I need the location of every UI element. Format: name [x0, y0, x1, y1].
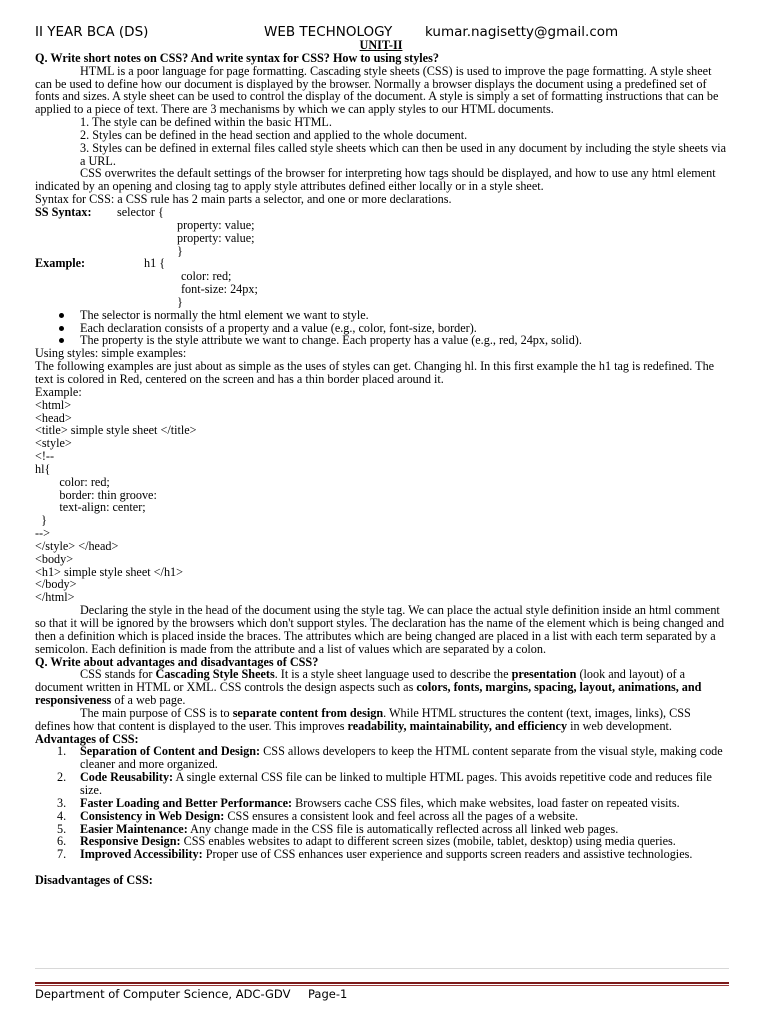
list-item: 1. Separation of Content and Design: CSS allows developers to keep the HTML content separate from the visual style, making code cleaner and more organized.: [57, 744, 723, 772]
syntax-line: }: [177, 243, 183, 258]
code-line: <h1> simple style sheet </h1>: [35, 564, 183, 579]
list-item: Each declaration consists of a property and a value (e.g., color, font-size, border).: [35, 322, 727, 335]
footer-divider-secondary: [35, 985, 729, 986]
page-footer: [35, 987, 348, 1001]
code-line: hl{: [35, 461, 51, 476]
code-line: </style> </head>: [35, 538, 119, 553]
example-line: }: [177, 294, 183, 309]
syntax-label: SS Syntax:: [35, 204, 92, 219]
code-line: <body>: [35, 551, 74, 566]
syntax-block: [35, 206, 727, 257]
list-item: 4. Consistency in Web Design: CSS ensures a consistent look and feel across all the pages of a website.: [57, 808, 579, 823]
mechanism-1: 1. The style can be defined within the basic HTML.: [80, 115, 332, 130]
header-course: II YEAR BCA (DS): [35, 24, 149, 40]
page-number: Page-1: [308, 987, 348, 1001]
unit-title: UNIT-II: [359, 38, 403, 52]
code-line: text-align: center;: [35, 500, 146, 515]
syntax-intro: Syntax for CSS: a CSS rule has 2 main parts a selector, and one or more declarations.: [35, 192, 452, 207]
code-example: [35, 399, 727, 605]
footer-divider: [35, 982, 729, 984]
list-item: 5. Easier Maintenance: Any change made in the CSS file is automatically reflected across all linked web pages.: [57, 821, 619, 836]
mechanism-3: 3. Styles can be defined in external files called style sheets which can then be used in any document by including the style sheets via a URL.: [80, 140, 727, 168]
style-explanation-paragraph: Declaring the style in the head of the document using the style tag. We can place the actual style definition inside an html comment so that it will be ignored by the browsers which don't support styles. The declaration has the name of the element which is being changed and then a definition which is placed inside the braces. The attributes which are being changed are placed in a list with each term separated by a semicolon. Each definition is made from the attribute and a list of values which are separated by a colon.: [35, 603, 725, 656]
question-2: Q. Write about advantages and disadvantages of CSS?: [35, 654, 319, 669]
disadvantages-heading: Disadvantages of CSS:: [35, 872, 153, 887]
advantages-heading: Advantages of CSS:: [35, 731, 139, 746]
list-item: The property is the style attribute we want to change. Each property has a value (e.g., red, 24px, solid).: [35, 334, 727, 347]
using-styles-description: The following examples are just about as simple as the uses of styles can get. Changing hl. In this first example the h1 tag is redefined. The text is colored in Red, centered on the screen and has a thin border placed around it.: [35, 359, 715, 386]
list-item: 3. Faster Loading and Better Performance: Browsers cache CSS files, which make websites, load faster on repeated visits.: [57, 795, 680, 810]
using-styles-heading: Using styles: simple examples:: [35, 346, 187, 361]
syntax-line: selector {: [117, 204, 164, 219]
advantages-list: [35, 745, 727, 861]
mechanism-2: 2. Styles can be defined in the head section and applied to the whole document.: [80, 127, 468, 142]
code-line: <!--: [35, 449, 55, 464]
code-line: </body>: [35, 577, 77, 592]
footer-divider-thin: [35, 968, 729, 969]
code-line: <head>: [35, 410, 72, 425]
list-item: 6. Responsive Design: CSS enables websites to adapt to different screen sizes (mobile, tablet, desktop) using media queries.: [57, 834, 676, 849]
code-line: </html>: [35, 590, 75, 605]
list-item: 2. Code Reusability: A single external CSS file can be linked to multiple HTML pages. This avoids repetitive code and reduces file size.: [57, 770, 712, 797]
example-2-label: Example:: [35, 384, 82, 399]
css-definition-paragraph: CSS stands for Cascading Style Sheets. It is a style sheet language used to describe the presentation (look and layout) of a document written in HTML or XML. CSS controls the design aspects such as colors, fonts, margins, spacing, layout, animations, and responsiveness of a web page.: [35, 667, 702, 708]
list-item: 7. Improved Accessibility: Proper use of CSS enhances user experience and supports screen readers and assistive technologies.: [57, 847, 693, 862]
css-overwrite-paragraph: CSS overwrites the default settings of the browser for interpreting how tags should be displayed, and how to use any html element indicated by an opening and closing tag to apply style attributes defined either locally or in a style sheet.: [35, 166, 716, 194]
example-line: font-size: 24px;: [181, 282, 258, 297]
code-line: -->: [35, 526, 50, 541]
css-purpose-paragraph: The main purpose of CSS is to separate content from design. While HTML structures the content (text, images, links), CSS defines how that content is displayed to the user. This improves readability, maintainability, and efficiency in web development.: [35, 705, 691, 733]
example-line: color: red;: [181, 269, 232, 284]
code-line: <html>: [35, 397, 72, 412]
document-body: [35, 39, 727, 887]
code-line: color: red;: [35, 474, 110, 489]
example-label: Example:: [35, 256, 86, 271]
code-line: border: thin groove:: [35, 487, 157, 502]
example-block: [35, 257, 727, 308]
list-item: The selector is normally the html element we want to style.: [35, 309, 727, 322]
footer-department: Department of Computer Science, ADC-GDV: [35, 987, 291, 1001]
header-email: kumar.nagisetty@gmail.com: [425, 24, 619, 40]
syntax-line: property: value;: [177, 230, 255, 245]
code-line: }: [35, 513, 47, 528]
css-intro-paragraph: HTML is a poor language for page formatting. Cascading style sheets (CSS) is used to improve the page formatting. A style sheet can be used to define how our document is displayed by the browser. Normally a browser displays the document using a predefined set of fonts and sizes. A style sheet can be used to control the display of the document. A style is simply a set of formatting instructions that can be applied to a piece of text. There are 3 mechanisms by which we can apply styles to our HTML documents.: [35, 63, 719, 117]
code-line: <title> simple style sheet </title>: [35, 423, 197, 438]
css-rule-bullets: [35, 309, 727, 348]
question-1: Q. Write short notes on CSS? And write syntax for CSS? How to using styles?: [35, 50, 439, 65]
code-line: <style>: [35, 436, 72, 451]
header-subject: WEB TECHNOLOGY: [264, 24, 393, 40]
syntax-line: property: value;: [177, 217, 255, 232]
example-line: h1 {: [144, 256, 166, 271]
